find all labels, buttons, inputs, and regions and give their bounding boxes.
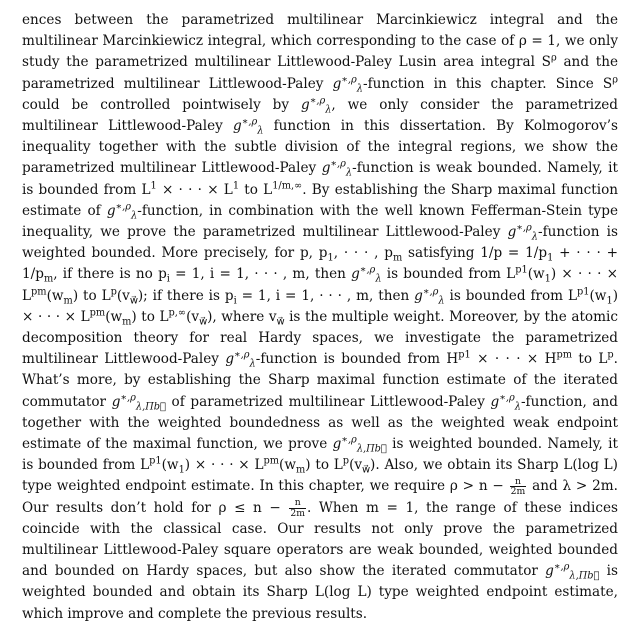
math-g-lambda: $g^{∗,\rho}_\lambda$ xyxy=(225,349,256,370)
text-segment: (w xyxy=(279,457,296,474)
math-superscript: ρ xyxy=(550,52,557,64)
text-segment: -function is weighted bounded. More precisely, for p, p xyxy=(22,224,618,262)
math-subscript: w⃗ xyxy=(276,316,285,328)
text-segment: to L xyxy=(572,351,608,368)
abstract-paragraph xyxy=(22,10,618,625)
math-superscript: p1 xyxy=(577,286,590,298)
text-segment: ), where v xyxy=(207,308,277,325)
math-g-lambda: $g^{∗,\rho}_\lambda$ xyxy=(321,158,353,180)
text-segment: to L xyxy=(239,181,273,198)
text-segment: and the parametrized multilinear Littlewood-Paley xyxy=(22,54,619,92)
math-g-lambda: $g^{∗,\rho}_\lambda$ xyxy=(332,74,363,95)
math-subscript: m xyxy=(122,316,132,328)
math-superscript: 1/m,∞ xyxy=(272,180,303,192)
math-fraction: $\frac{n}{2m}$ xyxy=(290,496,305,519)
math-fraction: $\frac{n}{2m}$ xyxy=(510,475,526,498)
math-g-lambda: $g^{∗,\rho}_\lambda$ xyxy=(301,95,332,116)
math-g-lambda-pi-b: $g^{∗,\rho}_{\lambda,\Pi b⃗}$ xyxy=(332,434,387,455)
text-segment: and λ > 2m. Our results don’t hold for ρ ≤ n − xyxy=(22,478,618,516)
text-segment: (v xyxy=(349,457,363,474)
text-segment: (v xyxy=(116,287,130,304)
text-segment: , if there is no p xyxy=(53,266,167,283)
math-g-lambda: $g^{∗,\rho}_\lambda$ xyxy=(106,201,138,222)
text-segment: (w xyxy=(46,287,64,304)
text-segment: ) to L xyxy=(131,308,169,325)
math-superscript: pm xyxy=(89,307,106,319)
text-segment: , · · · , p xyxy=(333,245,393,262)
math-superscript: 1 xyxy=(232,180,240,192)
math-subscript: i xyxy=(233,295,237,307)
math-subscript: w⃗ xyxy=(362,464,371,476)
text-segment: satisfying 1/p = 1/p xyxy=(402,245,548,262)
text-segment: -function, and together with the weighted boundedness as well as the weighted weak endpoint estimate of the maximal function, we prove xyxy=(22,393,618,453)
math-superscript: pm xyxy=(31,286,47,298)
math-superscript: pm xyxy=(556,349,573,361)
text-segment: is the multiple weight. Moreover, by the atomic decomposition theory for real Hardy spaces, we investigate the parametrized multilinear Littlewood-Paley xyxy=(22,308,618,368)
text-segment: -function in this chapter. Since S xyxy=(363,75,613,92)
text-segment: is weighted bounded. Namely, it is bounded from L xyxy=(22,436,618,474)
text-segment: = 1, i = 1, · · · , m, then xyxy=(236,287,415,304)
text-segment: ); if there is p xyxy=(137,287,234,304)
text-segment: ) × · · · × L xyxy=(184,457,264,474)
math-g-lambda-pi-b: $g^{∗,\rho}_{\lambda,\Pi b⃗}$ xyxy=(111,392,166,413)
text-segment: + · · · + 1/p xyxy=(22,245,618,283)
math-subscript: 1 xyxy=(606,295,613,307)
math-subscript: m xyxy=(296,464,306,476)
math-superscript: p xyxy=(110,286,117,298)
text-segment: (v xyxy=(186,308,200,325)
math-g-lambda: $g^{∗,\rho}_\lambda$ xyxy=(351,264,382,286)
math-subscript: 1 xyxy=(544,274,551,286)
math-subscript: w⃗ xyxy=(199,316,208,328)
math-g-lambda: $g^{∗,\rho}_\lambda$ xyxy=(490,392,521,413)
math-subscript: m xyxy=(43,274,54,286)
math-subscript: m xyxy=(63,295,73,307)
text-segment: (w xyxy=(527,266,545,283)
math-superscript: p xyxy=(342,455,350,467)
math-superscript: p1 xyxy=(515,264,528,276)
text-segment: of parametrized multilinear Littlewood-Paley xyxy=(165,393,491,410)
text-segment: . By establishing the Sharp maximal function estimate of xyxy=(22,181,619,219)
math-subscript: 1 xyxy=(178,464,185,476)
text-segment: is bounded from L xyxy=(444,287,577,304)
text-segment: function in this dissertation. By Kolmogorov’s inequality together with the subtle division of the integral regions, we show the parametrized multilinear Littlewood-Paley xyxy=(22,118,618,177)
math-g-lambda: $g^{∗,\rho}_\lambda$ xyxy=(414,286,445,307)
text-segment: is bounded from L xyxy=(381,266,516,283)
math-subscript: 1 xyxy=(327,252,334,264)
math-superscript: p,∞ xyxy=(168,307,187,319)
text-segment: ) to L xyxy=(305,457,343,474)
text-segment: ) × · · · × L xyxy=(22,266,619,304)
text-segment: . When m = 1, the range of these indices coincide with the classical case. Our results not only prove the parametrized multilinear Littlewood-Paley square operators are weak bounded, weighted bounded and bounded on Hardy spaces, but also show the iterated commutator xyxy=(22,499,618,580)
math-superscript: ρ xyxy=(612,74,618,86)
text-segment: × · · · × H xyxy=(470,351,557,368)
math-superscript: 1 xyxy=(150,180,157,192)
text-segment: could be controlled pointwisely by xyxy=(22,96,301,113)
text-segment: (w xyxy=(161,457,179,474)
text-segment: ) to L xyxy=(72,287,111,304)
text-segment: (w xyxy=(105,308,123,325)
math-subscript: 1 xyxy=(547,252,554,264)
text-segment: (w xyxy=(589,287,607,304)
math-g-lambda: $g^{∗,\rho}_\lambda$ xyxy=(507,222,538,243)
math-g-lambda: $g^{∗,\rho}_\lambda$ xyxy=(233,116,264,137)
text-segment: ences between the parametrized multilinear Marcinkiewicz integral and the multilinear Marcinkiewicz integral, which corresponding to the case of ρ = 1, we only study the parametrized multilinear Littlewood-Paley Lusin area integral S xyxy=(22,12,618,71)
math-superscript: p1 xyxy=(149,455,162,467)
math-superscript: pm xyxy=(263,455,280,467)
text-segment: . What’s more, by establishing the Sharp maximal function estimate of the iterated commutator xyxy=(22,351,618,410)
text-segment: ) × · · · × L xyxy=(22,287,618,325)
text-segment: -function is bounded from H xyxy=(255,351,459,368)
text-segment: ). Also, we obtain its Sharp L(log L) type weighted endpoint estimate. In this chapter, we require ρ > n − xyxy=(22,457,618,495)
text-segment: -function is weak bounded. Namely, it is bounded from L xyxy=(22,160,618,198)
math-g-lambda-pi-b: $g^{∗,\rho}_{\lambda,\Pi b⃗}$ xyxy=(545,561,600,582)
text-segment: -function, in combination with the well known Fefferman-Stein type inequality, we prove the parametrized multilinear Littlewood-Paley xyxy=(22,202,618,241)
math-superscript: p xyxy=(607,349,614,361)
text-segment: = 1, i = 1, · · · , m, then xyxy=(169,266,352,283)
text-segment: is weighted bounded and obtain its Sharp L(log L) type weighted endpoint estimate, which improve and complete the previous results. xyxy=(22,563,618,622)
math-subscript: i xyxy=(166,274,170,286)
math-subscript: m xyxy=(392,252,403,264)
text-segment: , we only consider the parametrized multilinear Littlewood-Paley xyxy=(22,96,618,135)
text-segment: × · · · × L xyxy=(156,181,233,198)
math-subscript: w⃗ xyxy=(129,295,138,307)
math-superscript: p1 xyxy=(458,349,471,361)
